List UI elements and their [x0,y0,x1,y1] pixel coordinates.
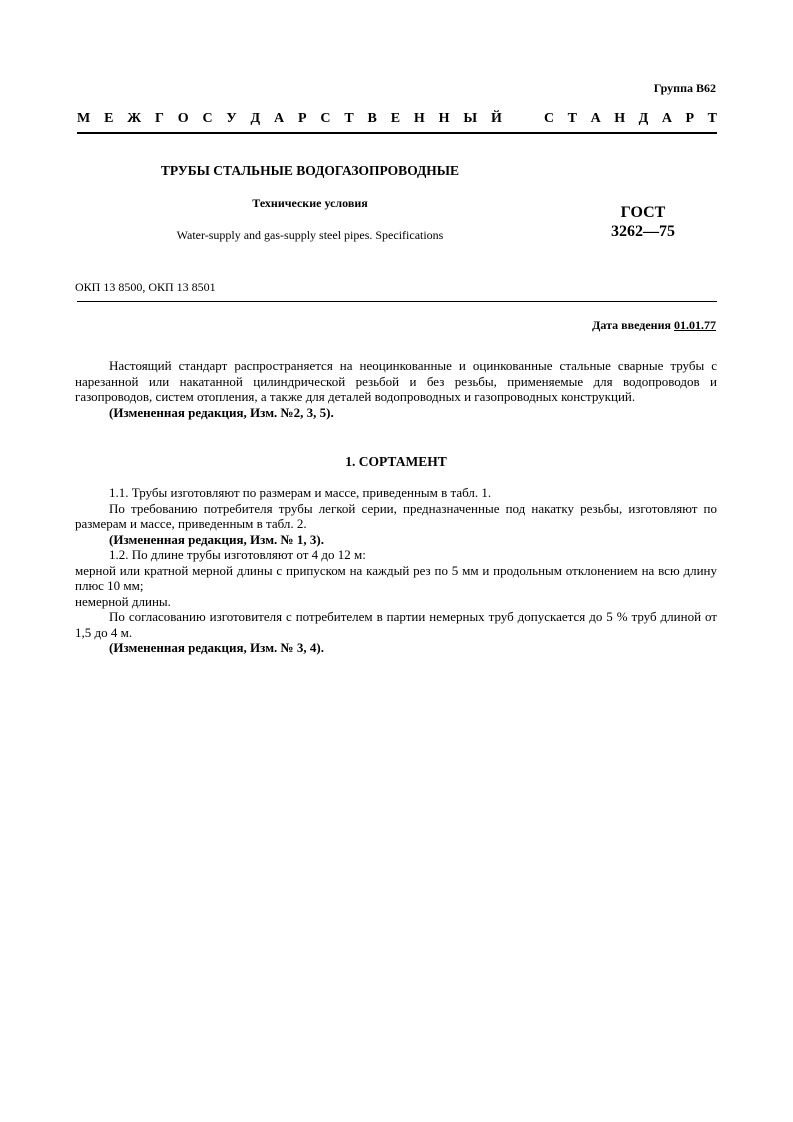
document-title: ТРУБЫ СТАЛЬНЫЕ ВОДОГАЗОПРОВОДНЫЕ [160,163,460,178]
banner-word-interstate [77,111,502,127]
introduction-date [592,318,716,333]
banner-letter: Н [438,111,450,126]
amendment-2: (Измененная редакция, Изм. № 3, 4). [109,640,324,655]
banner-letter: А [661,111,672,126]
date-value: 01.01.77 [674,318,716,332]
okp-codes: ОКП 13 8500, ОКП 13 8501 [75,280,216,294]
banner-letter: У [226,111,237,126]
banner-letter: Т [567,111,578,126]
okp-rule [77,301,717,302]
banner-word-standard [544,111,717,127]
clause-measured-length: мерной или кратной мерной длины с припуском на каждый рез по 5 мм и продольным отклонением на всю длину плюс 10 мм; [75,562,717,593]
document-subtitle: Технические условия [252,196,368,210]
banner-letter: Н [413,111,425,126]
banner-letter: Т [344,111,354,126]
banner-letter: О [177,111,189,126]
banner-letter: Ж [127,111,142,126]
banner-letter: С [544,111,555,126]
banner-letter: Р [685,111,695,126]
amendment-1: (Измененная редакция, Изм. № 1, 3). [109,531,324,547]
gost-number: 3262—75 [611,223,675,240]
gost-designation [573,203,713,241]
banner-letter: Н [614,111,626,126]
banner-letter: Й [490,111,502,126]
intro-block [75,358,717,420]
section-body [75,485,717,656]
gost-label: ГОСТ [620,204,666,221]
banner-letter: Е [104,111,114,126]
english-title: Water-supply and gas-supply steel pipes. Specifications [176,228,444,242]
banner-letter: Г [154,111,164,126]
banner-letter: Д [250,111,261,126]
banner-letter: М [77,111,91,126]
intro-paragraph: Настоящий стандарт распространяется на неоцинкованные и оцинкованные стальные сварные трубы с нарезанной или накатанной цилиндрической резьбой и без резьбы, применяемые для водопроводов и газопроводов, систем отопления, а также для деталей водопроводных и газопроводных конструкций. [75,358,717,404]
banner-letter: В [367,111,377,126]
banner-letter: С [202,111,213,126]
banner-letter: А [274,111,285,126]
clause-agreement: По согласованию изготовителя с потребителем в партии немерных труб допускается до 5 % труб длиной от 1,5 до 4 м. [75,609,717,640]
banner-letter: Р [297,111,307,126]
date-label: Дата введения [592,318,671,332]
banner-letter: Д [638,111,649,126]
intro-amendment: (Измененная редакция, Изм. №2, 3, 5). [109,404,334,420]
clause-1-1-light-series: По требованию потребителя трубы легкой серии, предназначенные под накатку резьбы, изготовляют по размерам и массе, приведенным в табл. 2. [75,500,717,531]
banner-letter: А [590,111,601,126]
header-rule [77,132,717,134]
standard-banner [77,109,717,129]
clause-1-1: 1.1. Трубы изготовляют по размерам и массе, приведенным в табл. 1. [109,485,492,500]
clause-1-2: 1.2. По длине трубы изготовляют от 4 до 12 м: [109,547,366,562]
clause-unmeasured-length: немерной длины. [75,593,171,609]
banner-letter: С [320,111,331,126]
banner-letter: Ы [463,111,478,126]
banner-letter: Т [707,111,717,126]
group-code: Группа В62 [653,81,716,95]
section-title: 1. СОРТАМЕНТ [345,454,447,469]
banner-letter: Е [390,111,401,126]
